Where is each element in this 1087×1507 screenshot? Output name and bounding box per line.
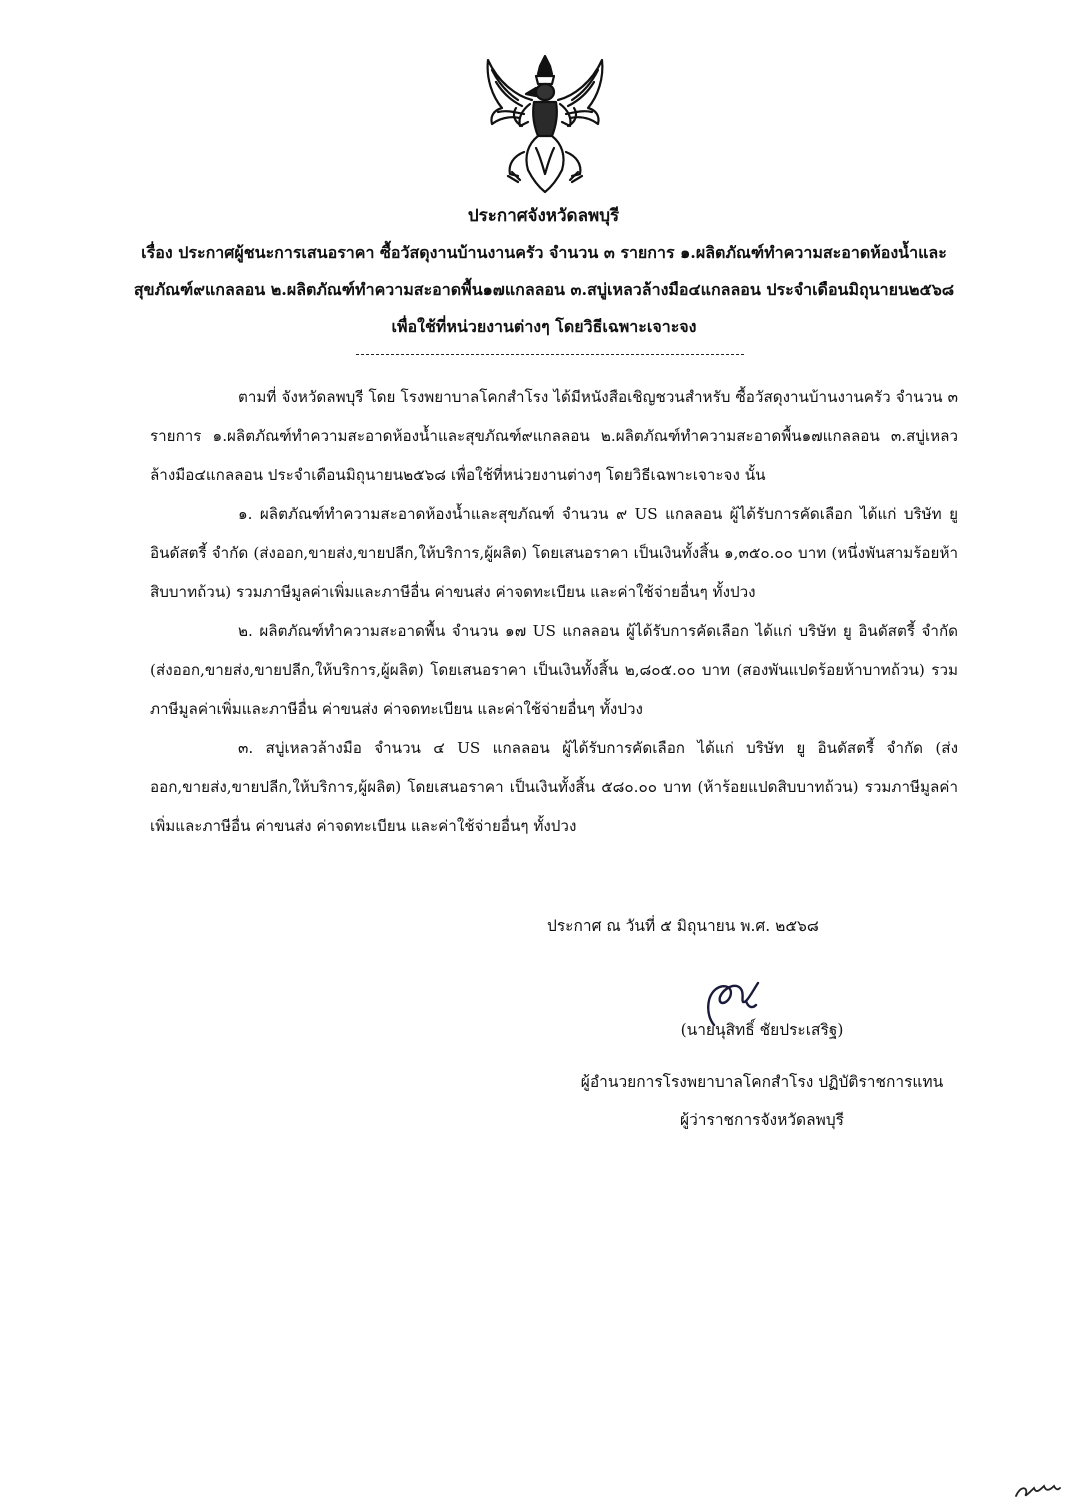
award-item-3: ๓. สบู่เหลวล้างมือ จำนวน ๔ US แกลลอน ผู้ได้รับการคัดเลือก ได้แก่ บริษัท ยู อินดัสตรี้ จำกัด (ส่งออก,ขายส่ง,ขายปลีก,ให้บริการ,ผู้ผลิต) โดยเสนอราคา เป็นเงินทั้งสิ้น ๕๘๐.๐๐ บาท (ห้าร้อยแปดสิบบาทถ้วน) รวมภาษีมูลค่าเพิ่มและภาษีอื่น ค่าขนส่ง ค่าจดทะเบียน และค่าใช้จ่ายอื่นๆ ทั้งปวง [150, 739, 958, 835]
intro-paragraph: ตามที่ จังหวัดลพบุรี โดย โรงพยาบาลโคกสำโรง ได้มีหนังสือเชิญชวนสำหรับ ซื้อวัสดุงานบ้านงานครัว จำนวน ๓ รายการ ๑.ผลิตภัณฑ์ทำความสะอาดห้องน้ำและสุขภัณฑ์๙แกลลอน ๒.ผลิตภัณฑ์ทำความสะอาดพื้น๑๗แกลลอน ๓.สบู่เหลวล้างมือ๔แกลลอน ประจำเดือนมิถุนายน๒๕๖๘ เพื่อใช้ที่หน่วยงานต่างๆ โดยวิธีเฉพาะเจาะจง นั้น [150, 388, 958, 484]
document-subject: เรื่อง ประกาศผู้ชนะการเสนอราคา ซื้อวัสดุงานบ้านงานครัว จำนวน ๓ รายการ ๑.ผลิตภัณฑ์ทำความสะอาดห้องน้ำและสุขภัณฑ์๙แกลลอน ๒.ผลิตภัณฑ์ทำความสะอาดพื้น๑๗แกลลอน ๓.สบู่เหลวล้างมือ๔แกลลอน ประจำเดือนมิถุนายน๒๕๖๘ เพื่อใช้ที่หน่วยงานต่างๆ โดยวิธีเฉพาะเจาะจง [133, 243, 955, 336]
initials-mark-icon [1012, 1478, 1064, 1502]
award-item-2: ๒. ผลิตภัณฑ์ทำความสะอาดพื้น จำนวน ๑๗ US แกลลอน ผู้ได้รับการคัดเลือก ได้แก่ บริษัท ยู อินดัสตรี้ จำกัด (ส่งออก,ขายส่ง,ขายปลีก,ให้บริการ,ผู้ผลิต) โดยเสนอราคา เป็นเงินทั้งสิ้น ๒,๘๐๕.๐๐ บาท (สองพันแปดร้อยห้าบาทถ้วน) รวมภาษีมูลค่าเพิ่มและภาษีอื่น ค่าขนส่ง ค่าจดทะเบียน และค่าใช้จ่ายอื่นๆ ทั้งปวง [150, 622, 959, 718]
signer-name: (นายนุสิทธิ์ ชัยประเสริฐ) [680, 1021, 844, 1039]
document-body [150, 378, 958, 846]
announcement-date: ประกาศ ณ วันที่ ๕ มิถุนายน พ.ศ. ๒๕๖๘ [547, 917, 819, 935]
signer-position-2: ผู้ว่าราชการจังหวัดลพบุรี [680, 1111, 844, 1129]
dashed-divider [356, 354, 744, 355]
award-item-1: ๑. ผลิตภัณฑ์ทำความสะอาดห้องน้ำและสุขภัณฑ์ จำนวน ๙ US แกลลอน ผู้ได้รับการคัดเลือก ได้แก่ บริษัท ยู อินดัสตรี้ จำกัด (ส่งออก,ขายส่ง,ขายปลีก,ให้บริการ,ผู้ผลิต) โดยเสนอราคา เป็นเงินทั้งสิ้น ๑,๓๕๐.๐๐ บาท (หนึ่งพันสามร้อยห้าสิบบาทถ้วน) รวมภาษีมูลค่าเพิ่มและภาษีอื่น ค่าขนส่ง ค่าจดทะเบียน และค่าใช้จ่ายอื่นๆ ทั้งปวง [150, 505, 958, 601]
garuda-emblem-icon [478, 52, 612, 194]
document-title: ประกาศจังหวัดลพบุรี [467, 206, 620, 226]
signer-position: ผู้อำนวยการโรงพยาบาลโคกสำโรง ปฏิบัติราชการแทน [580, 1073, 944, 1091]
